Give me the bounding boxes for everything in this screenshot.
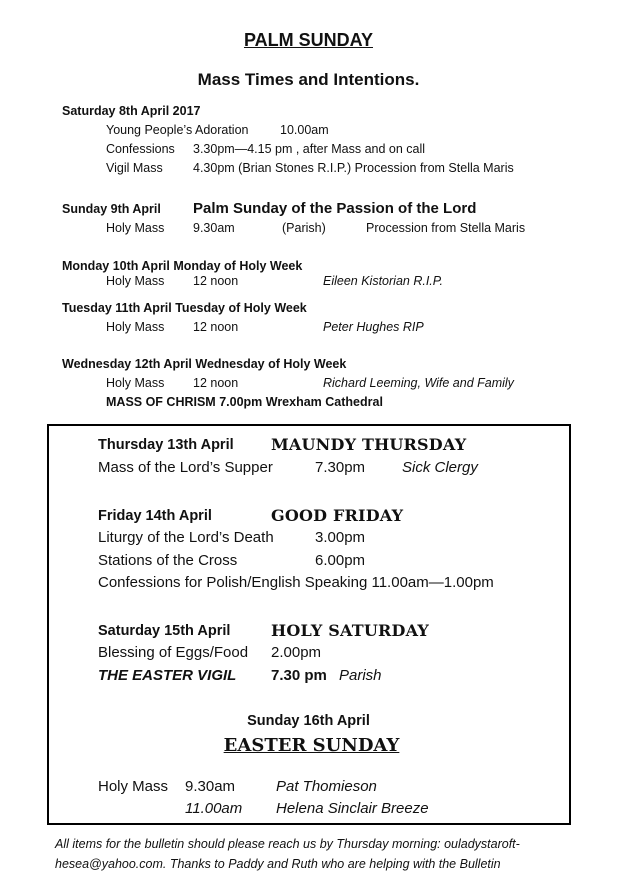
monday-10-intention: Eileen Kistorian R.I.P. <box>323 274 443 288</box>
chrism-mass-notice: MASS OF CHRISM 7.00pm Wrexham Cathedral <box>106 395 383 409</box>
saturday-15-heading: Saturday 15th April <box>98 623 231 639</box>
lords-supper-intention: Sick Clergy <box>402 459 478 476</box>
wednesday-12-mass-label: Holy Mass <box>106 376 165 390</box>
confessions-label: Confessions <box>106 142 175 156</box>
lords-supper-time: 7.30pm <box>315 459 366 476</box>
easter-mass1-intention: Pat Thomieson <box>276 778 377 795</box>
blessing-eggs-time: 2.00pm <box>271 644 322 661</box>
liturgy-time: 3.00pm <box>315 529 366 546</box>
vigil-mass-label: Vigil Mass <box>106 161 163 175</box>
sunday-9-feast: Palm Sunday of the Passion of the Lord <box>193 200 477 217</box>
easter-mass-label: Holy Mass <box>98 778 169 795</box>
page-subtitle: Mass Times and Intentions. <box>197 70 420 89</box>
easter-vigil-time: 7.30 pm <box>271 667 327 684</box>
easter-vigil-label: THE EASTER VIGIL <box>98 667 237 684</box>
sunday-9-intention: (Parish) <box>282 221 326 235</box>
tuesday-11-mass-time: 12 noon <box>193 320 239 334</box>
easter-mass2-intention: Helena Sinclair Breeze <box>276 800 429 817</box>
sunday-9-mass-label: Holy Mass <box>106 221 165 235</box>
sunday-16-heading: Sunday 16th April <box>247 713 370 729</box>
wednesday-12-mass-time: 12 noon <box>193 376 239 390</box>
confessions-detail: 3.30pm—4.15 pm , after Mass and on call <box>193 142 426 156</box>
page-title: PALM SUNDAY <box>243 30 373 50</box>
lords-supper-label: Mass of the Lord’s Supper <box>98 459 273 476</box>
footer-line-1: All items for the bulletin should please reach us by Thursday morning: ouladystaroft- <box>55 837 520 851</box>
tuesday-11-heading: Tuesday 11th April Tuesday of Holy Week <box>62 301 307 315</box>
tuesday-11-intention: Peter Hughes RIP <box>323 320 424 334</box>
easter-sunday-title: EASTER SUNDAY <box>223 735 400 756</box>
easter-mass1-time: 9.30am <box>185 778 236 795</box>
friday-14-heading: Friday 14th April <box>98 508 212 524</box>
maundy-thursday-title: MAUNDY THURSDAY <box>271 435 467 454</box>
blessing-eggs-label: Blessing of Eggs/Food <box>98 644 249 661</box>
footer-line-2: hesea@yahoo.com. Thanks to Paddy and Ruth who are helping with the Bulletin <box>55 857 501 871</box>
wednesday-12-intention: Richard Leeming, Wife and Family <box>323 376 514 390</box>
saturday-8-heading: Saturday 8th April 2017 <box>62 104 201 118</box>
easter-vigil-intention: Parish <box>339 667 382 684</box>
monday-10-mass-label: Holy Mass <box>106 274 165 288</box>
wednesday-12-heading: Wednesday 12th April Wednesday of Holy Week <box>62 357 347 371</box>
sunday-9-heading: Sunday 9th April <box>62 202 161 216</box>
monday-10-mass-time: 12 noon <box>193 274 239 288</box>
tuesday-11-mass-label: Holy Mass <box>106 320 165 334</box>
good-friday-title: GOOD FRIDAY <box>271 506 404 525</box>
confessions-polish-english: Confessions for Polish/English Speaking 11.00am—1.00pm <box>98 574 494 591</box>
stations-label: Stations of the Cross <box>98 552 238 569</box>
stations-time: 6.00pm <box>315 552 366 569</box>
adoration-time: 10.00am <box>280 123 329 137</box>
thursday-13-heading: Thursday 13th April <box>98 437 234 453</box>
liturgy-label: Liturgy of the Lord’s Death <box>98 529 274 546</box>
sunday-9-mass-time: 9.30am <box>193 221 235 235</box>
adoration-label: Young People’s Adoration <box>106 123 249 137</box>
holy-saturday-title: HOLY SATURDAY <box>271 621 430 640</box>
vigil-mass-detail: 4.30pm (Brian Stones R.I.P.) Procession from Stella Maris <box>193 161 514 175</box>
sunday-9-note: Procession from Stella Maris <box>366 221 526 235</box>
monday-10-heading: Monday 10th April Monday of Holy Week <box>62 259 303 273</box>
easter-mass2-time: 11.00am <box>185 800 243 817</box>
